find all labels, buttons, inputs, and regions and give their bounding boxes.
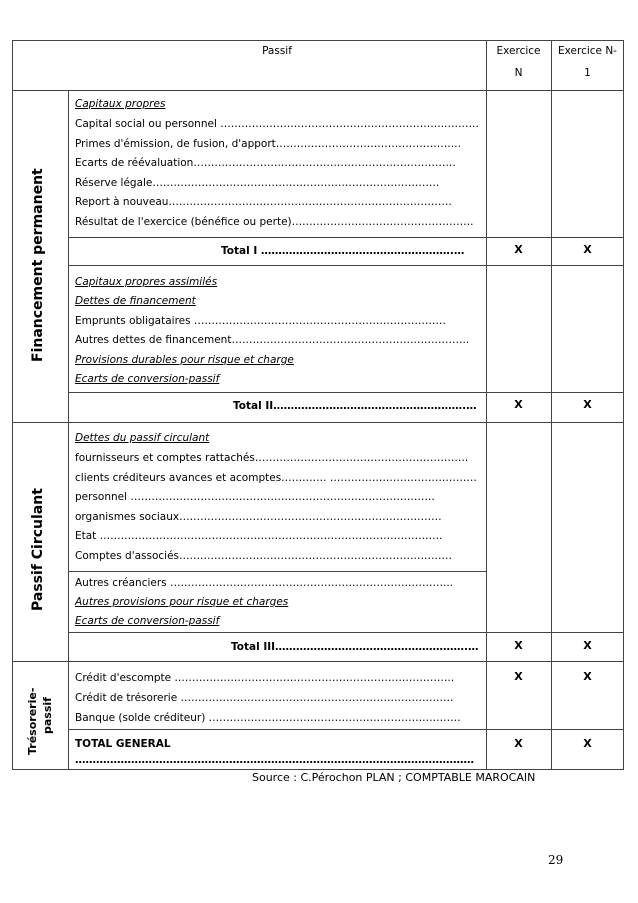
tresorerie-exercice-n-mark: X [514, 670, 523, 683]
total-2-exercice-n-mark: X [514, 398, 523, 411]
header-exercice-n1-line1: Exercice N- [558, 45, 617, 57]
header-row-divider [12, 90, 624, 91]
section-divider-circulant [12, 422, 624, 423]
page-number: 29 [548, 853, 564, 867]
line-clients-crediteurs: clients créditeurs avances et acomptes…………. …………………………………… [75, 472, 477, 484]
line-autres-dettes-financement: Autres dettes de financement………………………………………………………….. [75, 334, 470, 346]
section-divider-tresorerie [12, 661, 624, 662]
row-divider-total3-top [68, 632, 624, 633]
section-label-circulant: Passif Circulant [30, 488, 46, 611]
total-general-label: TOTAL GENERAL [75, 738, 171, 750]
section-label-financement: Financement permanent [30, 168, 46, 362]
line-ecarts-reevaluation: Ecarts de réévaluation………………………………………………………………… [75, 157, 456, 169]
total-1-exercice-n-mark: X [514, 243, 523, 256]
line-primes-emission: Primes d'émission, de fusion, d'apport…………………………………………….. [75, 138, 461, 150]
heading-capitaux-propres: Capitaux propres [75, 98, 166, 110]
line-credit-tresorerie: Crédit de trésorerie …………………………………………………………………… [75, 692, 454, 704]
header-exercice-n-line1: Exercice [496, 45, 541, 57]
line-credit-escompte: Crédit d'escompte …………………………………………………………………….. [75, 672, 455, 684]
row-divider-total1-bottom [68, 265, 624, 266]
header-exercice-n1-line2: 1 [584, 67, 591, 79]
line-capital-social: Capital social ou personnel ……………………………………………………….………. [75, 118, 479, 130]
line-emprunts-obligataires: Emprunts obligataires ……………………………………………………………… [75, 315, 446, 327]
line-reserve-legale: Réserve légale………………………………………………………………………. [75, 177, 440, 189]
total-general-dots: …………………………………………………………………………………………………… [75, 754, 474, 766]
total-3-exercice-n-mark: X [514, 639, 523, 652]
section-label-tresorerie-line1: Trésorerie- [26, 687, 39, 755]
col-divider-section [68, 90, 69, 770]
heading-ecarts-conversion-passif-2: Ecarts de conversion-passif [75, 615, 220, 627]
source-caption: Source : C.Pérochon PLAN ; COMPTABLE MAROCAIN [252, 771, 536, 784]
heading-ecarts-conversion-passif: Ecarts de conversion-passif [75, 373, 220, 385]
line-comptes-associes: Comptes d'associés…………………………………………………………………… [75, 550, 453, 562]
total-1-exercice-n1-mark: X [583, 243, 592, 256]
row-divider-block4 [68, 571, 486, 572]
line-organismes-sociaux: organismes sociaux………………………………………………………………… [75, 511, 442, 523]
line-banque-solde-crediteur: Banque (solde créditeur) ……………………………………………………………… [75, 712, 461, 724]
line-fournisseurs: fournisseurs et comptes rattachés……………………………………………………. [75, 452, 469, 464]
line-etat: Etat …………………………………………………………………………………….. [75, 530, 443, 542]
header-exercice-n-line2: N [514, 67, 523, 79]
heading-dettes-passif-circulant: Dettes du passif circulant [75, 432, 210, 444]
section-label-tresorerie-line2: passif [41, 697, 54, 734]
row-divider-total-general-top [68, 729, 624, 730]
heading-dettes-financement: Dettes de financement [75, 295, 196, 307]
line-report-a-nouveau: Report à nouveau……………………………………………………………………… [75, 196, 452, 208]
total-general-exercice-n1-mark: X [583, 737, 592, 750]
header-passif: Passif [262, 45, 292, 57]
row-divider-total2-top [68, 392, 624, 393]
total-2-label: Total II……………………………………………….… [233, 400, 477, 412]
line-personnel: personnel …………………………………………………………………………… [75, 491, 435, 503]
row-divider-total1-top [68, 237, 624, 238]
tresorerie-exercice-n1-mark: X [583, 670, 592, 683]
total-3-exercice-n1-mark: X [583, 639, 592, 652]
line-autres-creanciers: Autres créanciers ……………………………………………………………………... [75, 577, 454, 589]
heading-provisions-durables: Provisions durables pour risque et charge [75, 354, 294, 366]
heading-capitaux-propres-assimiles: Capitaux propres assimilés [75, 276, 218, 288]
total-3-label: Total III……………………………………………….… [231, 641, 479, 653]
line-resultat-exercice: Résultat de l'exercice (bénéfice ou perte)……………………………………………. [75, 216, 474, 228]
total-general-exercice-n-mark: X [514, 737, 523, 750]
total-1-label: Total I ……………………………………………….… [221, 245, 465, 257]
heading-autres-provisions: Autres provisions pour risque et charges [75, 596, 289, 608]
total-2-exercice-n1-mark: X [583, 398, 592, 411]
